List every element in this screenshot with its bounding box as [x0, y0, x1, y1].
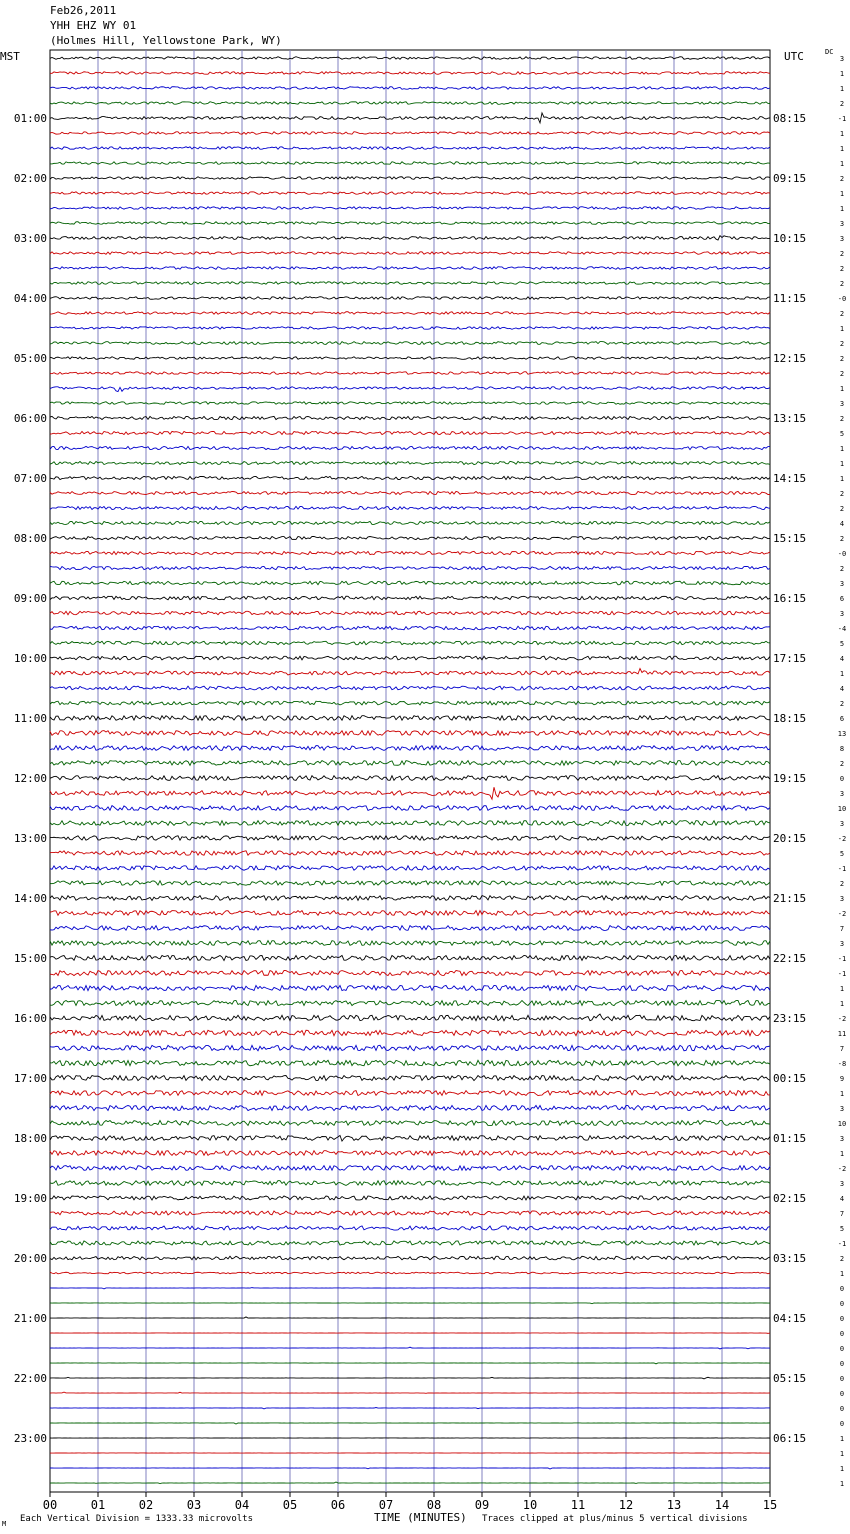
dc-offset-label: 2: [839, 415, 845, 423]
trace-row-96: [50, 1482, 770, 1484]
dc-offset-label: -1: [837, 865, 847, 873]
trace-row-66: [50, 1030, 770, 1035]
x-axis-title: TIME (MINUTES): [374, 1511, 467, 1524]
dc-offset-label: 5: [839, 430, 845, 438]
trace-row-41: [50, 656, 770, 660]
trace-row-83: [50, 1288, 770, 1289]
left-hour-label: 13:00: [13, 832, 47, 845]
trace-row-12: [50, 222, 770, 225]
right-hour-label: 05:15: [773, 1372, 807, 1385]
trace-row-4: [50, 102, 770, 105]
trace-row-33: [50, 536, 770, 539]
dc-offset-label: 6: [839, 715, 845, 723]
x-tick-label: 10: [522, 1498, 538, 1512]
dc-offset-label: 3: [839, 1180, 845, 1188]
dc-offset-label: 5: [839, 850, 845, 858]
trace-row-87: [50, 1347, 770, 1349]
trace-row-28: [50, 461, 770, 464]
left-hour-label: 01:00: [13, 112, 47, 125]
dc-offset-label: 3: [839, 1135, 845, 1143]
trace-row-62: [50, 970, 770, 975]
trace-row-22: [50, 372, 770, 375]
left-hour-label: 03:00: [13, 232, 47, 245]
x-tick-label: 14: [714, 1498, 730, 1512]
station-location: (Holmes Hill, Yellowstone Park, WY): [50, 34, 282, 47]
trace-row-82: [50, 1272, 770, 1274]
dc-offset-label: 2: [839, 280, 845, 288]
dc-offset-label: 7: [839, 925, 845, 933]
left-hour-label: 19:00: [13, 1192, 47, 1205]
left-hour-label: 15:00: [13, 952, 47, 965]
dc-offset-label: -1: [837, 970, 847, 978]
trace-row-51: [50, 806, 770, 811]
trace-row-21: [50, 357, 770, 360]
dc-offset-label: -8: [837, 1060, 847, 1068]
right-hour-label: 06:15: [773, 1432, 807, 1445]
trace-row-15: [50, 267, 770, 270]
trace-row-26: [50, 431, 770, 434]
trace-row-3: [50, 87, 770, 90]
left-hour-label: 04:00: [13, 292, 47, 305]
trace-row-29: [50, 476, 770, 479]
dc-offset-label: 1: [839, 985, 845, 993]
right-hour-label: 13:15: [773, 412, 807, 425]
left-hour-label: 23:00: [13, 1432, 47, 1445]
trace-row-90: [50, 1392, 770, 1393]
dc-offset-label: 1: [839, 130, 845, 138]
corner-mark: M: [2, 1520, 7, 1528]
dc-offset-label: 1: [839, 85, 845, 93]
right-hour-label: 18:15: [773, 712, 807, 725]
trace-row-59: [50, 926, 770, 931]
trace-row-23: [50, 387, 770, 392]
right-hour-label: 01:15: [773, 1132, 807, 1145]
dc-offset-label: 3: [839, 235, 845, 243]
dc-offset-label: 3: [839, 610, 845, 618]
dc-offset-label: 2: [839, 175, 845, 183]
left-hour-label: 09:00: [13, 592, 47, 605]
trace-row-39: [50, 626, 770, 630]
trace-row-48: [50, 761, 770, 766]
dc-offset-label: 1: [839, 160, 845, 168]
dc-offset-label: 1: [839, 670, 845, 678]
dc-offset-label: 4: [839, 685, 845, 693]
right-hour-label: 20:15: [773, 832, 807, 845]
dc-offset-label: 0: [839, 1360, 845, 1368]
dc-offset-label: 1: [839, 475, 845, 483]
dc-offset-label: 10: [837, 1120, 847, 1128]
trace-row-65: [50, 1014, 770, 1021]
dc-offset-label: 3: [839, 400, 845, 408]
trace-row-77: [50, 1196, 770, 1200]
x-tick-label: 05: [282, 1498, 298, 1512]
dc-offset-label: 3: [839, 1105, 845, 1113]
dc-offset-label: 13: [837, 730, 847, 738]
right-hour-label: 02:15: [773, 1192, 807, 1205]
left-time-zone-label: MST: [0, 50, 20, 63]
trace-row-58: [50, 911, 770, 916]
trace-row-5: [50, 113, 770, 123]
trace-row-75: [50, 1166, 770, 1171]
vertical-scale-note: Each Vertical Division = 1333.33 microvolts: [20, 1514, 253, 1524]
dc-offset-label: 7: [839, 1045, 845, 1053]
dc-offset-label: 0: [839, 1405, 845, 1413]
x-tick-label: 08: [426, 1498, 442, 1512]
trace-row-85: [50, 1317, 770, 1318]
left-hour-label: 21:00: [13, 1312, 47, 1325]
dc-offset-label: 1: [839, 70, 845, 78]
dc-offset-label: 3: [839, 820, 845, 828]
trace-row-50: [50, 787, 770, 799]
trace-row-95: [50, 1468, 770, 1469]
dc-offset-label: 4: [839, 655, 845, 663]
clip-note: Traces clipped at plus/minus 5 vertical divisions: [482, 1514, 748, 1524]
right-hour-label: 08:15: [773, 112, 807, 125]
trace-row-55: [50, 866, 770, 870]
left-hour-label: 05:00: [13, 352, 47, 365]
trace-row-68: [50, 1060, 770, 1065]
dc-column-title: DC: [825, 48, 834, 56]
dc-offset-label: -4: [837, 625, 847, 633]
dc-offset-label: 1: [839, 1450, 845, 1458]
dc-offset-label: -2: [837, 835, 847, 843]
dc-offset-label: 0: [839, 1315, 845, 1323]
dc-offset-label: 1: [839, 1000, 845, 1008]
x-tick-label: 06: [330, 1498, 346, 1512]
trace-row-35: [50, 566, 770, 569]
right-hour-label: 15:15: [773, 532, 807, 545]
right-hour-label: 12:15: [773, 352, 807, 365]
trace-row-9: [50, 177, 770, 180]
dc-offset-label: 1: [839, 445, 845, 453]
trace-row-10: [50, 192, 770, 195]
x-tick-label: 13: [666, 1498, 682, 1512]
trace-row-61: [50, 955, 770, 960]
x-tick-label: 12: [618, 1498, 634, 1512]
trace-row-38: [50, 611, 770, 614]
left-hour-label: 12:00: [13, 772, 47, 785]
right-hour-label: 04:15: [773, 1312, 807, 1325]
left-hour-label: 11:00: [13, 712, 47, 725]
trace-row-74: [50, 1151, 770, 1156]
trace-row-18: [50, 312, 770, 315]
trace-row-13: [50, 236, 770, 240]
dc-offset-label: 4: [839, 520, 845, 528]
dc-offset-label: 2: [839, 265, 845, 273]
dc-offset-label: 1: [839, 190, 845, 198]
left-hour-label: 07:00: [13, 472, 47, 485]
x-tick-label: 04: [234, 1498, 250, 1512]
dc-offset-label: 10: [837, 805, 847, 813]
dc-offset-label: 2: [839, 760, 845, 768]
trace-row-37: [50, 596, 770, 600]
left-hour-label: 16:00: [13, 1012, 47, 1025]
dc-offset-label: 1: [839, 1150, 845, 1158]
trace-row-14: [50, 252, 770, 255]
trace-row-8: [50, 162, 770, 165]
dc-offset-label: 2: [839, 340, 845, 348]
dc-offset-label: 0: [839, 1345, 845, 1353]
right-hour-label: 03:15: [773, 1252, 807, 1265]
dc-offset-label: -0: [837, 295, 847, 303]
trace-row-70: [50, 1091, 770, 1096]
dc-offset-label: 5: [839, 640, 845, 648]
dc-offset-label: 5: [839, 1225, 845, 1233]
trace-row-64: [50, 1000, 770, 1005]
dc-offset-label: -2: [837, 1165, 847, 1173]
dc-offset-label: -1: [837, 1240, 847, 1248]
trace-row-73: [50, 1136, 770, 1142]
trace-row-53: [50, 836, 770, 840]
trace-row-72: [50, 1120, 770, 1125]
right-hour-label: 17:15: [773, 652, 807, 665]
trace-row-89: [50, 1377, 770, 1379]
dc-offset-label: 2: [839, 250, 845, 258]
right-hour-label: 16:15: [773, 592, 807, 605]
x-tick-label: 00: [42, 1498, 58, 1512]
dc-offset-label: 7: [839, 1210, 845, 1218]
trace-row-54: [50, 851, 770, 855]
dc-offset-label: 2: [839, 370, 845, 378]
trace-row-56: [50, 881, 770, 885]
dc-offset-label: 2: [839, 505, 845, 513]
dc-offset-label: 3: [839, 55, 845, 63]
trace-row-7: [50, 147, 770, 150]
dc-offset-label: 2: [839, 700, 845, 708]
plot-date: Feb26,2011: [50, 4, 117, 17]
trace-row-20: [50, 342, 770, 345]
dc-offset-label: 3: [839, 220, 845, 228]
left-hour-label: 06:00: [13, 412, 47, 425]
dc-offset-label: 1: [839, 1465, 845, 1473]
trace-row-30: [50, 491, 770, 494]
dc-offset-label: -2: [837, 910, 847, 918]
trace-row-78: [50, 1211, 770, 1215]
dc-offset-label: 2: [839, 310, 845, 318]
right-hour-label: 19:15: [773, 772, 807, 785]
dc-offset-label: 4: [839, 1195, 845, 1203]
dc-offset-label: 1: [839, 1090, 845, 1098]
dc-offset-label: 8: [839, 745, 845, 753]
left-hour-label: 20:00: [13, 1252, 47, 1265]
dc-offset-label: 1: [839, 1480, 845, 1488]
left-hour-label: 02:00: [13, 172, 47, 185]
trace-row-40: [50, 641, 770, 645]
dc-offset-label: 2: [839, 490, 845, 498]
trace-row-47: [50, 746, 770, 751]
dc-offset-label: 2: [839, 355, 845, 363]
trace-row-11: [50, 207, 770, 210]
dc-offset-label: 1: [839, 1435, 845, 1443]
trace-row-16: [50, 282, 770, 285]
trace-row-80: [50, 1241, 770, 1245]
trace-row-81: [50, 1256, 770, 1260]
right-hour-label: 09:15: [773, 172, 807, 185]
left-hour-label: 17:00: [13, 1072, 47, 1085]
x-tick-label: 01: [90, 1498, 106, 1512]
x-tick-label: 11: [570, 1498, 586, 1512]
trace-row-44: [50, 701, 770, 705]
x-tick-label: 15: [762, 1498, 778, 1512]
trace-row-27: [50, 446, 770, 449]
left-hour-label: 14:00: [13, 892, 47, 905]
dc-offset-label: 3: [839, 790, 845, 798]
trace-row-24: [50, 402, 770, 405]
dc-offset-label: 0: [839, 1375, 845, 1383]
dc-offset-label: 1: [839, 1270, 845, 1278]
dc-offset-label: 1: [839, 385, 845, 393]
dc-offset-label: 6: [839, 595, 845, 603]
x-tick-label: 07: [378, 1498, 394, 1512]
dc-offset-label: 1: [839, 205, 845, 213]
left-hour-label: 22:00: [13, 1372, 47, 1385]
dc-offset-label: 0: [839, 1285, 845, 1293]
trace-row-42: [50, 668, 770, 674]
left-hour-label: 08:00: [13, 532, 47, 545]
trace-row-19: [50, 327, 770, 330]
trace-row-2: [50, 72, 770, 75]
trace-row-46: [50, 731, 770, 736]
dc-offset-label: 9: [839, 1075, 845, 1083]
x-tick-label: 09: [474, 1498, 490, 1512]
dc-offset-label: 0: [839, 775, 845, 783]
trace-row-76: [50, 1181, 770, 1186]
left-hour-label: 10:00: [13, 652, 47, 665]
trace-row-43: [50, 686, 770, 690]
trace-row-34: [50, 551, 770, 554]
right-time-zone-label: UTC: [784, 50, 804, 63]
trace-row-45: [50, 716, 770, 721]
x-tick-label: 03: [186, 1498, 202, 1512]
left-hour-label: 18:00: [13, 1132, 47, 1145]
trace-row-92: [50, 1423, 770, 1424]
dc-offset-label: 2: [839, 565, 845, 573]
trace-row-49: [50, 776, 770, 781]
right-hour-label: 14:15: [773, 472, 807, 485]
trace-row-60: [50, 941, 770, 946]
dc-offset-label: 1: [839, 325, 845, 333]
dc-offset-label: 11: [837, 1030, 847, 1038]
trace-row-6: [50, 132, 770, 135]
trace-row-31: [50, 506, 770, 509]
plot-frame: [50, 50, 770, 1492]
dc-offset-label: 0: [839, 1330, 845, 1338]
trace-row-67: [50, 1045, 770, 1050]
dc-offset-label: 2: [839, 100, 845, 108]
station-code: YHH EHZ WY 01: [50, 19, 137, 32]
dc-offset-label: 1: [839, 460, 845, 468]
dc-offset-label: 2: [839, 535, 845, 543]
dc-offset-label: 0: [839, 1390, 845, 1398]
dc-offset-label: 3: [839, 895, 845, 903]
right-hour-label: 21:15: [773, 892, 807, 905]
trace-row-71: [50, 1105, 770, 1110]
dc-offset-label: 0: [839, 1420, 845, 1428]
dc-offset-label: 3: [839, 940, 845, 948]
trace-row-32: [50, 521, 770, 524]
dc-offset-label: -2: [837, 1015, 847, 1023]
right-hour-label: 23:15: [773, 1012, 807, 1025]
trace-row-63: [50, 985, 770, 990]
dc-offset-label: 2: [839, 880, 845, 888]
dc-offset-label: 0: [839, 1300, 845, 1308]
trace-row-17: [50, 297, 770, 300]
dc-offset-label: -1: [837, 955, 847, 963]
dc-offset-label: 2: [839, 1255, 845, 1263]
trace-row-25: [50, 416, 770, 419]
trace-row-36: [50, 581, 770, 584]
trace-row-88: [50, 1363, 770, 1364]
right-hour-label: 22:15: [773, 952, 807, 965]
trace-row-79: [50, 1226, 770, 1230]
dc-offset-label: -0: [837, 550, 847, 558]
right-hour-label: 00:15: [773, 1072, 807, 1085]
x-tick-label: 02: [138, 1498, 154, 1512]
trace-row-57: [50, 896, 770, 901]
trace-row-84: [50, 1303, 770, 1304]
trace-row-52: [50, 821, 770, 826]
dc-offset-label: 1: [839, 145, 845, 153]
dc-offset-label: 3: [839, 580, 845, 588]
trace-row-1: [50, 57, 770, 60]
right-hour-label: 10:15: [773, 232, 807, 245]
dc-offset-label: -1: [837, 115, 847, 123]
trace-row-91: [50, 1408, 770, 1409]
right-hour-label: 11:15: [773, 292, 807, 305]
trace-row-69: [50, 1075, 770, 1080]
